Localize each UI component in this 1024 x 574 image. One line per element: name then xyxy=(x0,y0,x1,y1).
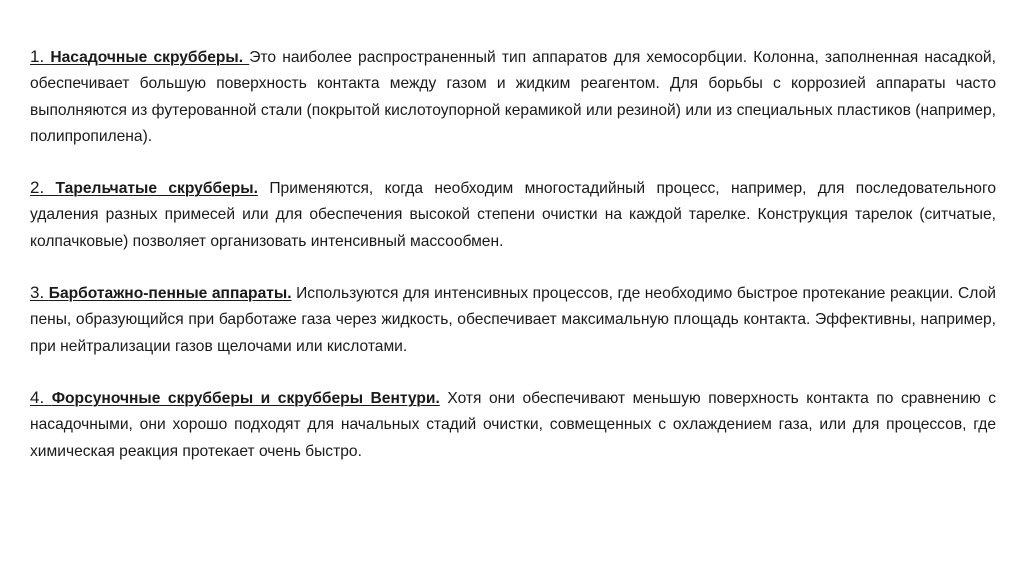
section-4-number: 4. xyxy=(30,387,45,407)
section-3-paragraph xyxy=(30,280,996,360)
section-2-heading xyxy=(30,180,258,197)
section-2-title: Тарельчатые скрубберы. xyxy=(55,180,258,198)
section-4-body: Хотя они обеспечивают меньшую поверхность контакта по сравнению с насадочными, они хорошо подходят для начальных стадий очистки, совмещенных с охлаждением газа, или для процессов, где химическая реакция протекает очень быстро. xyxy=(30,389,996,460)
section-2-paragraph xyxy=(30,175,996,255)
section-2-body: Применяются, когда необходим многостадийный процесс, например, для последовательного удаления разных примесей или для обеспечения высокой степени очистки на каждой тарелке. Конструкция тарелок (ситчатые, колпачковые) позволяет организовать интенсивный массообмен. xyxy=(30,180,996,250)
section-1-number: 1. xyxy=(30,47,45,66)
section-3-number: 3. xyxy=(30,283,45,303)
section-4-heading xyxy=(30,387,440,407)
section-1-heading xyxy=(30,49,249,66)
section-4-title: Форсуночные скрубберы и скрубберы Вентури. xyxy=(51,389,440,407)
section-3-title: Барботажно-пенные аппараты. xyxy=(48,285,292,303)
section-2-number: 2. xyxy=(30,178,45,198)
section-1-paragraph xyxy=(30,44,996,150)
section-4-paragraph xyxy=(30,385,996,465)
section-1-title: Насадочные скрубберы. xyxy=(50,49,244,66)
section-1-body: Это наиболее распространенный тип аппаратов для хемосорбции. Колонна, заполненная насадкой, обеспечивает большую поверхность контакта между газом и жидким реагентом. Для борьбы с коррозией аппараты часто выполняются из футерованной стали (покрытой кислотоупорной керамикой или резиной) или из специальных пластиков (например, полипропилена). xyxy=(30,49,996,145)
section-3-heading xyxy=(30,285,292,302)
slide-content xyxy=(30,44,996,490)
section-3-body: Используются для интенсивных процессов, где необходимо быстрое протекание реакции. Слой пены, образующийся при барботаже газа через жидкость, обеспечивает максимальную площадь контакта. Эффективны, например, при нейтрализации газов щелочами или кислотами. xyxy=(30,285,996,355)
